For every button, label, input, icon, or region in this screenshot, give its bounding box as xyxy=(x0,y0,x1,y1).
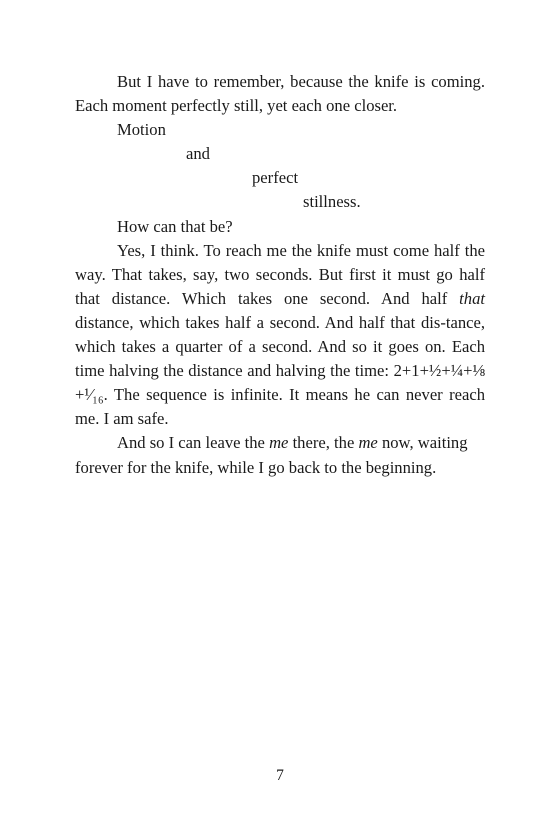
p4-italic-me-1: me xyxy=(269,433,289,453)
p3-line-5: tance, which takes a quarter of a second. And so it goes on. xyxy=(75,312,485,357)
staircase-stillness: stillness. xyxy=(303,192,361,212)
p3-italic-word: that xyxy=(459,288,485,308)
paragraph-3 xyxy=(75,239,485,432)
p3-line-7: The sequence is infinite. It means he can xyxy=(107,385,400,405)
p3-formula: 2+1+½+¼+⅛ +¹⁄₁₆. xyxy=(75,361,485,405)
p3-line-1: Yes, I think. To reach me the knife must come half xyxy=(117,240,460,260)
p3-line-2: the way. That takes, say, two seconds. But first it must go xyxy=(75,240,485,284)
p3-line-3: half that distance. Which takes one second. And half xyxy=(75,264,485,308)
p4-start: And so I can leave the xyxy=(117,433,270,453)
p3-line-6: Each time halving the distance and halving the time: xyxy=(75,337,485,381)
paragraph-1: But I have to remember, because the knife is coming. Each moment perfectly still, yet each one closer. xyxy=(75,72,485,116)
staircase-and: and xyxy=(186,144,210,164)
staircase-motion: Motion xyxy=(117,120,166,140)
p3-line-4: distance, which takes half a second. And half that dis- xyxy=(75,312,446,332)
p4-mid: there, the xyxy=(288,433,359,453)
p4-italic-me-2: me xyxy=(358,433,378,453)
p4-end: now, waiting forever for the knife, while I go back to the beginning. xyxy=(75,433,468,477)
paragraph-4 xyxy=(75,431,485,479)
page-number: 7 xyxy=(276,767,284,784)
paragraph-2: How can that be? xyxy=(117,216,233,236)
p3-line-8: never reach me. I am safe. xyxy=(75,385,485,429)
body-text xyxy=(75,70,485,480)
staircase-perfect: perfect xyxy=(252,168,299,188)
